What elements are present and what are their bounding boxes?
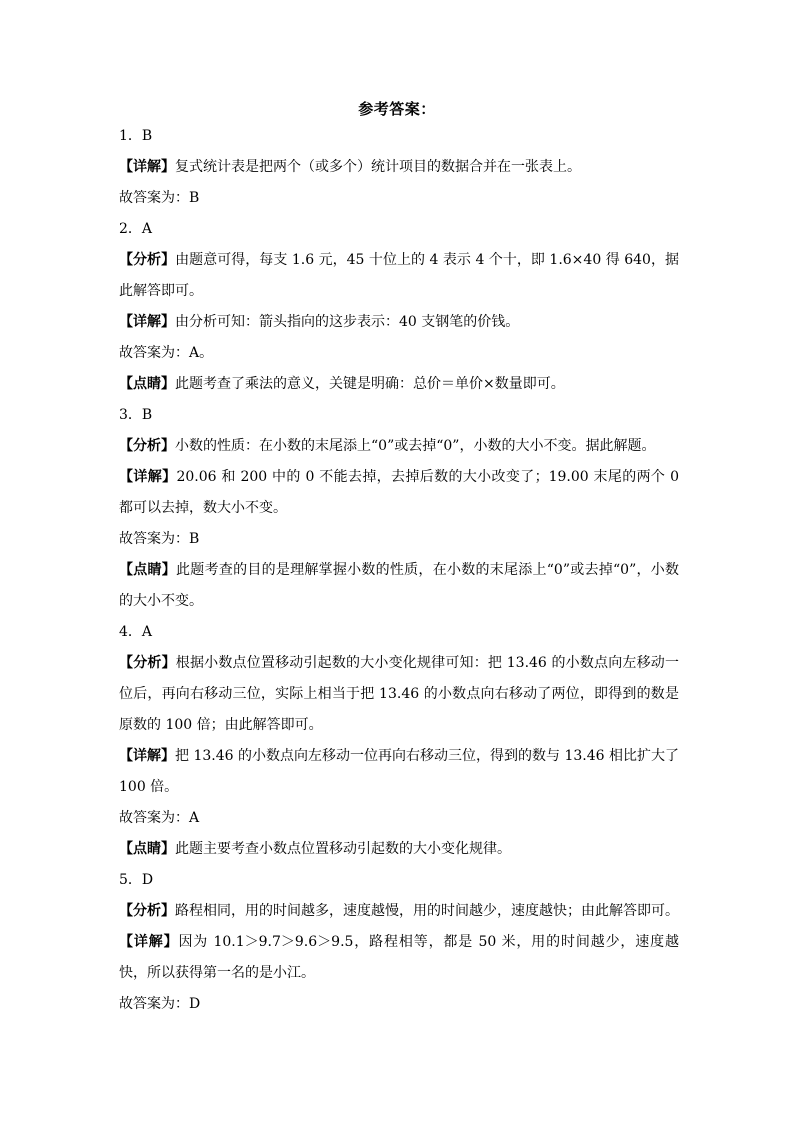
q1-detail <box>119 152 679 183</box>
q5-analysis-tag: 【分析】 <box>119 903 175 919</box>
q5-detail-text: 因为 10.1＞9.7＞9.6＞9.5，路程相等，都是 50 米，用的时间越少，速度越快，所以获得第一名的是小江。 <box>119 934 679 981</box>
answer-content <box>119 121 679 1020</box>
q2-comment <box>119 369 679 400</box>
q4-comment <box>119 834 679 865</box>
q4-detail <box>119 741 679 803</box>
q4-detail-text: 把 13.46 的小数点向左移动一位再向右移动三位，得到的数与 13.46 相比扩大了 100 倍。 <box>119 748 680 795</box>
q2-detail-tag: 【详解】 <box>119 314 175 330</box>
page-title: 参考答案： <box>358 100 436 118</box>
q3-detail-text: 20.06 和 200 中的 0 不能去掉，去掉后数的大小改变了；19.00 末尾的两个 0 都可以去掉，数大小不变。 <box>119 469 679 516</box>
q2-analysis-tag: 【分析】 <box>119 252 176 268</box>
q1-answer-line: 1．B <box>119 128 153 144</box>
q2-comment-tag: 【点睛】 <box>119 376 175 392</box>
q3-analysis-tag: 【分析】 <box>119 438 175 454</box>
q5-analysis <box>119 896 679 927</box>
q3-final-answer: 故答案为：B <box>119 531 200 547</box>
q4-detail-tag: 【详解】 <box>119 748 176 764</box>
q1-detail-tag: 【详解】 <box>119 159 175 175</box>
q3-comment-text: 此题考查的目的是理解掌握小数的性质，在小数的末尾添上“0”或去掉“0”，小数的大小不变。 <box>119 562 680 609</box>
q3-comment-tag: 【点睛】 <box>119 562 177 578</box>
q2-detail <box>119 307 679 338</box>
q5-detail-tag: 【详解】 <box>119 934 179 950</box>
q3-comment <box>119 555 679 617</box>
q3-answer-line: 3．B <box>119 407 153 423</box>
q5-answer-line: 5．D <box>119 872 154 888</box>
q3-detail-tag: 【详解】 <box>119 469 177 485</box>
q4-comment-text: 此题主要考查小数点位置移动引起数的大小变化规律。 <box>175 841 511 857</box>
q2-detail-text: 由分析可知：箭头指向的这步表示：40 支钢笔的价钱。 <box>175 314 520 330</box>
q4-answer-line: 4．A <box>119 624 153 640</box>
q3-analysis <box>119 431 679 462</box>
q2-final-answer: 故答案为：A。 <box>119 345 214 361</box>
q4-final-answer: 故答案为：A <box>119 810 200 826</box>
q2-analysis <box>119 245 679 307</box>
q2-analysis-text: 由题意可得，每支 1.6 元，45 十位上的 4 表示 4 个十，即 1.6×40 得 640，据此解答即可。 <box>119 252 679 299</box>
q2-comment-text: 此题考查了乘法的意义，关键是明确：总价＝单价×数量即可。 <box>175 376 565 392</box>
q5-final-answer: 故答案为：D <box>119 996 201 1012</box>
q2-answer-line: 2．A <box>119 221 153 237</box>
q4-comment-tag: 【点睛】 <box>119 841 175 857</box>
q4-analysis-text: 根据小数点位置移动引起数的大小变化规律可知：把 13.46 的小数点向左移动一位后，再向右移动三位，实际上相当于把 13.46 的小数点向右移动了两位，即得到的数是原数的 100 倍；由此解答即可。 <box>119 655 680 733</box>
q1-final-answer: 故答案为：B <box>119 190 200 206</box>
q4-analysis <box>119 648 679 741</box>
q5-analysis-text: 路程相同，用的时间越多，速度越慢，用的时间越少，速度越快；由此解答即可。 <box>175 903 679 919</box>
q3-detail <box>119 462 679 524</box>
q3-analysis-text: 小数的性质：在小数的末尾添上“0”或去掉“0”，小数的大小不变。据此解题。 <box>175 438 656 454</box>
q1-detail-text: 复式统计表是把两个（或多个）统计项目的数据合并在一张表上。 <box>175 159 581 175</box>
q4-analysis-tag: 【分析】 <box>119 655 176 671</box>
q5-detail <box>119 927 679 989</box>
